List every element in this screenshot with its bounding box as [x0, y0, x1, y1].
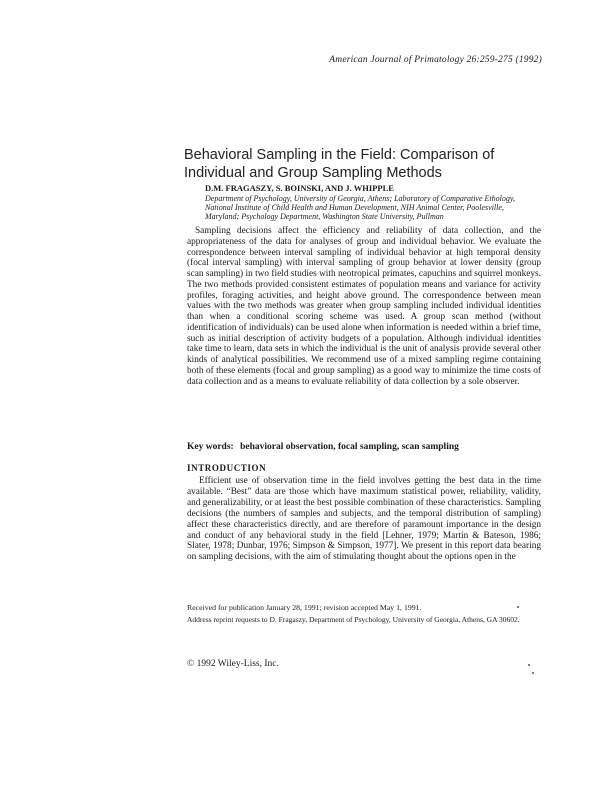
abstract: Sampling decisions affect the efficiency and reliability of data collection, and the appropriateness of the data for analyses of group and individual behavior. We evaluate the correspondence between interval sampling of individual behavior at high temporal density (focal interval sampling) with interval sampling of group behavior at lower density (group scan sampling) in two field studies with neotropical primates, capuchins and squirrel monkeys. The two methods provided consistent estimates of population means and variance for activity profiles, foraging activities, and height above ground. The correspondence between mean values with the two methods was greater when group sampling included individual identities than when a conditional scoring scheme was used. A group scan method (without identification of individuals) can be used alone when information is needed within a brief time, such as initial description of activity budgets of a population. Although individual identities take time to learn, data sets in which the individual is the unit of analysis provide several other kinds of analytical possibilities. We recommend use of a mixed sampling regime containing both of these elements (focal and group sampling) as a good way to minimize the time costs of data collection and as a means to evaluate reliability of data collection by a sole observer. [187, 226, 541, 387]
keywords-line [187, 442, 547, 452]
copyright-notice: © 1992 Wiley-Liss, Inc. [187, 659, 279, 669]
journal-citation: American Journal of Primatology 26:259-275 (1992) [329, 55, 542, 65]
scan-speck [528, 664, 530, 666]
author-affiliation: Department of Psychology, University of Georgia, Athens; Laboratory of Comparative Ethology, National Institute of Child Health and Human Development, NIH Animal Center, Poolesville, Maryland; Psychology Department, Washington State University, Pullman [205, 193, 515, 222]
author-names: D.M. FRAGASZY, S. BOINSKI, AND J. WHIPPLE [205, 183, 394, 193]
scan-speck [532, 672, 534, 674]
keywords-label: Key words: [187, 442, 234, 452]
introduction-body: Efficient use of observation time in the field involves getting the best data in the time available. “Best” data are those which have maximum statistical power, reliability, validity, and generalizability, or at least the best possible combination of these characteristics. Sampling decisions (the numbers of samples and subjects, and the temporal distribution of sampling) affect these characteristics directly, and are therefore of paramount importance in the design and conduct of any behavioral study in the field [Lehner, 1979; Martin & Bateson, 1986; Slater, 1978; Dunbar, 1976; Simpson & Simpson, 1977]. We present in this report data bearing on sampling decisions, with the aim of stimulating thought about the options open in the [187, 476, 541, 563]
keywords-text: behavioral observation, focal sampling, scan sampling [240, 442, 459, 452]
author-block [205, 184, 535, 221]
received-footnote: Received for publication January 28, 1991; revision accepted May 1, 1991. [187, 603, 422, 612]
introduction-heading: INTRODUCTION [187, 463, 267, 473]
article-title: Behavioral Sampling in the Field: Comparison of Individual and Group Sampling Methods [184, 147, 495, 181]
reprint-address-footnote: Address reprint requests to D. Fragaszy, Department of Psychology, University of Georgia, Athens, GA 30602. [187, 615, 520, 624]
scan-speck [517, 606, 519, 608]
